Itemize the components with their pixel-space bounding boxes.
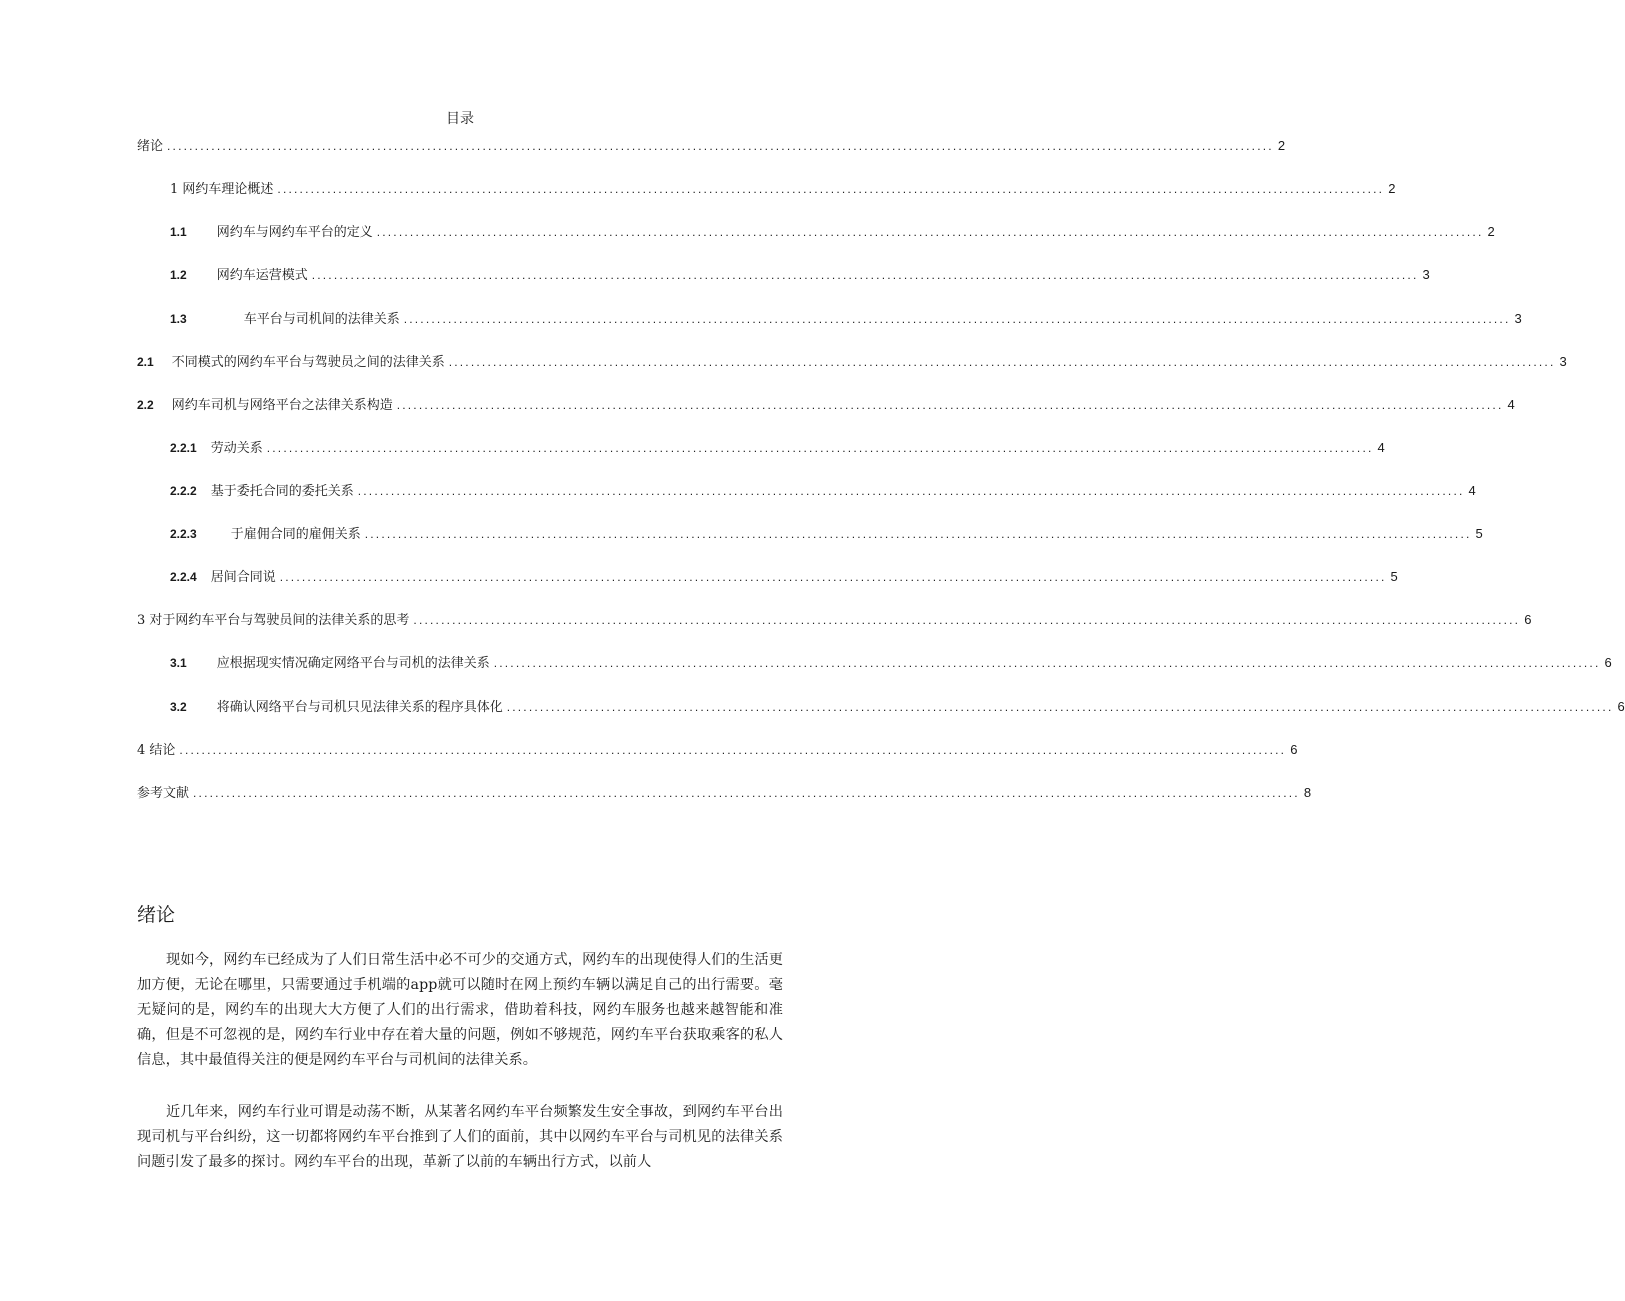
toc-entry[interactable]	[170, 524, 1483, 544]
toc-entry-text: 网约车与网约车平台的定义	[216, 225, 373, 240]
toc-entry-text: 绪论	[137, 139, 164, 154]
toc-entry-number: 2.2.4	[170, 570, 197, 584]
toc-dot-leader: ........................................................................................................................................................................................................	[357, 484, 1465, 498]
toc-entry-number: 3.1	[170, 656, 187, 670]
toc-page-number: 3	[1514, 311, 1522, 326]
toc-page-number: 2	[1487, 224, 1495, 239]
toc-entry[interactable]	[170, 438, 1385, 458]
toc-page-number: 2	[1388, 181, 1396, 196]
toc-entry-number: 2.2.2	[170, 484, 197, 498]
toc-page-number: 6	[1604, 655, 1612, 670]
toc-page-number: 5	[1390, 569, 1398, 584]
toc-entry-text: 劳动关系	[210, 441, 263, 456]
toc-entry-number: 1.1	[170, 225, 187, 239]
toc-page-number: 6	[1524, 612, 1532, 627]
toc-entry-text: 车平台与司机间的法律关系	[243, 312, 400, 327]
toc-page-number: 6	[1290, 742, 1298, 757]
section-heading: 绪论	[137, 904, 176, 926]
toc-dot-leader: ........................................................................................................................................................................................................	[266, 441, 1374, 455]
toc-entry-number: 1.2	[170, 268, 187, 282]
toc-dot-leader: ........................................................................................................................................................................................................	[311, 268, 1419, 282]
toc-dot-leader: ........................................................................................................................................................................................................	[493, 656, 1601, 670]
toc-entry[interactable]	[137, 610, 1532, 630]
toc-dot-leader: ........................................................................................................................................................................................................	[364, 527, 1472, 541]
toc-entry[interactable]	[137, 783, 1312, 803]
toc-page-number: 4	[1507, 397, 1515, 412]
toc-entry-text: 将确认网络平台与司机只见法律关系的程序具体化	[216, 700, 503, 715]
toc-entry-text: 网约车运营模式	[216, 268, 308, 283]
toc-title: 目录	[446, 111, 474, 127]
toc-entry-text: 居间合同说	[210, 570, 276, 585]
toc-entry[interactable]	[170, 179, 1396, 199]
toc-entry[interactable]	[170, 653, 1612, 673]
toc-dot-leader: ........................................................................................................................................................................................................	[448, 355, 1556, 369]
toc-entry[interactable]	[170, 309, 1522, 329]
toc-entry[interactable]	[137, 395, 1515, 415]
toc-page-number: 3	[1422, 267, 1430, 282]
toc-entry-text: 于雇佣合同的雇佣关系	[230, 527, 361, 542]
toc-dot-leader: ........................................................................................................................................................................................................	[396, 398, 1504, 412]
toc-page-number: 4	[1377, 440, 1385, 455]
paragraph-1: 现如今，网约车已经成为了人们日常生活中必不可少的交通方式，网约车的出现使得人们的生活更加方便，无论在哪里，只需要通过手机端的app就可以随时在网上预约车辆以满足自己的出行需要。毫无疑问的是，网约车的出现大大方便了人们的出行需求，借助着科技，网约车服务也越来越智能和准确，但是不可忽视的是，网约车行业中存在着大量的问题，例如不够规范，网约车平台获取乘客的私人信息，其中最值得关注的便是网约车平台与司机间的法律关系。	[137, 952, 783, 1068]
toc-entry-number: 2.1	[137, 355, 154, 369]
toc-dot-leader: ........................................................................................................................................................................................................	[277, 182, 1385, 196]
toc-entry-number: 2.2.1	[170, 441, 197, 455]
toc-entry[interactable]	[170, 697, 1625, 717]
paragraph-2: 近几年来，网约车行业可谓是动荡不断，从某著名网约车平台频繁发生安全事故，到网约车平台出现司机与平台纠纷，这一切都将网约车平台推到了人们的面前，其中以网约车平台与司机见的法律关系问题引发了最多的探讨。网约车平台的出现，革新了以前的车辆出行方式，以前人	[137, 1104, 783, 1170]
toc-dot-leader: ........................................................................................................................................................................................................	[167, 139, 1274, 153]
toc-entry-text: 4 结论	[137, 743, 176, 758]
toc-entry[interactable]	[170, 481, 1476, 501]
toc-dot-leader: ........................................................................................................................................................................................................	[179, 743, 1287, 757]
toc-entry-number: 2.2.3	[170, 527, 197, 541]
toc-dot-leader: ........................................................................................................................................................................................................	[506, 700, 1614, 714]
toc-entry[interactable]	[137, 352, 1567, 372]
toc-dot-leader: ........................................................................................................................................................................................................	[376, 225, 1484, 239]
toc-entry[interactable]	[137, 740, 1298, 760]
toc-entry-number: 2.2	[137, 398, 154, 412]
toc-entry-number: 3.2	[170, 700, 187, 714]
toc-page-number: 5	[1475, 526, 1483, 541]
toc-entry-text: 3 对于网约车平台与驾驶员间的法律关系的思考	[137, 613, 410, 628]
toc-entry-text: 基于委托合同的委托关系	[210, 484, 354, 499]
toc-page-number: 3	[1559, 354, 1567, 369]
toc-dot-leader: ........................................................................................................................................................................................................	[279, 570, 1387, 584]
toc-entry[interactable]	[170, 265, 1430, 285]
toc-entry-text: 不同模式的网约车平台与驾驶员之间的法律关系	[171, 355, 445, 370]
toc-dot-leader: ........................................................................................................................................................................................................	[403, 312, 1511, 326]
toc-entry-text: 应根据现实情况确定网络平台与司机的法律关系	[216, 656, 490, 671]
toc-entry[interactable]	[137, 136, 1286, 156]
toc-dot-leader: ........................................................................................................................................................................................................	[413, 613, 1521, 627]
toc-entry[interactable]	[170, 567, 1398, 587]
toc-entry-text: 网约车司机与网络平台之法律关系构造	[171, 398, 393, 413]
toc-entry-number: 1.3	[170, 312, 187, 326]
toc-page-number: 6	[1617, 699, 1625, 714]
toc-dot-leader: ........................................................................................................................................................................................................	[193, 786, 1300, 800]
toc-page-number: 8	[1303, 785, 1312, 800]
toc-entry[interactable]	[170, 222, 1495, 242]
toc-entry-text: 参考文献	[137, 786, 190, 801]
toc-page-number: 4	[1468, 483, 1476, 498]
toc-entry-text: 1 网约车理论概述	[170, 182, 274, 197]
toc-page-number: 2	[1277, 138, 1286, 153]
